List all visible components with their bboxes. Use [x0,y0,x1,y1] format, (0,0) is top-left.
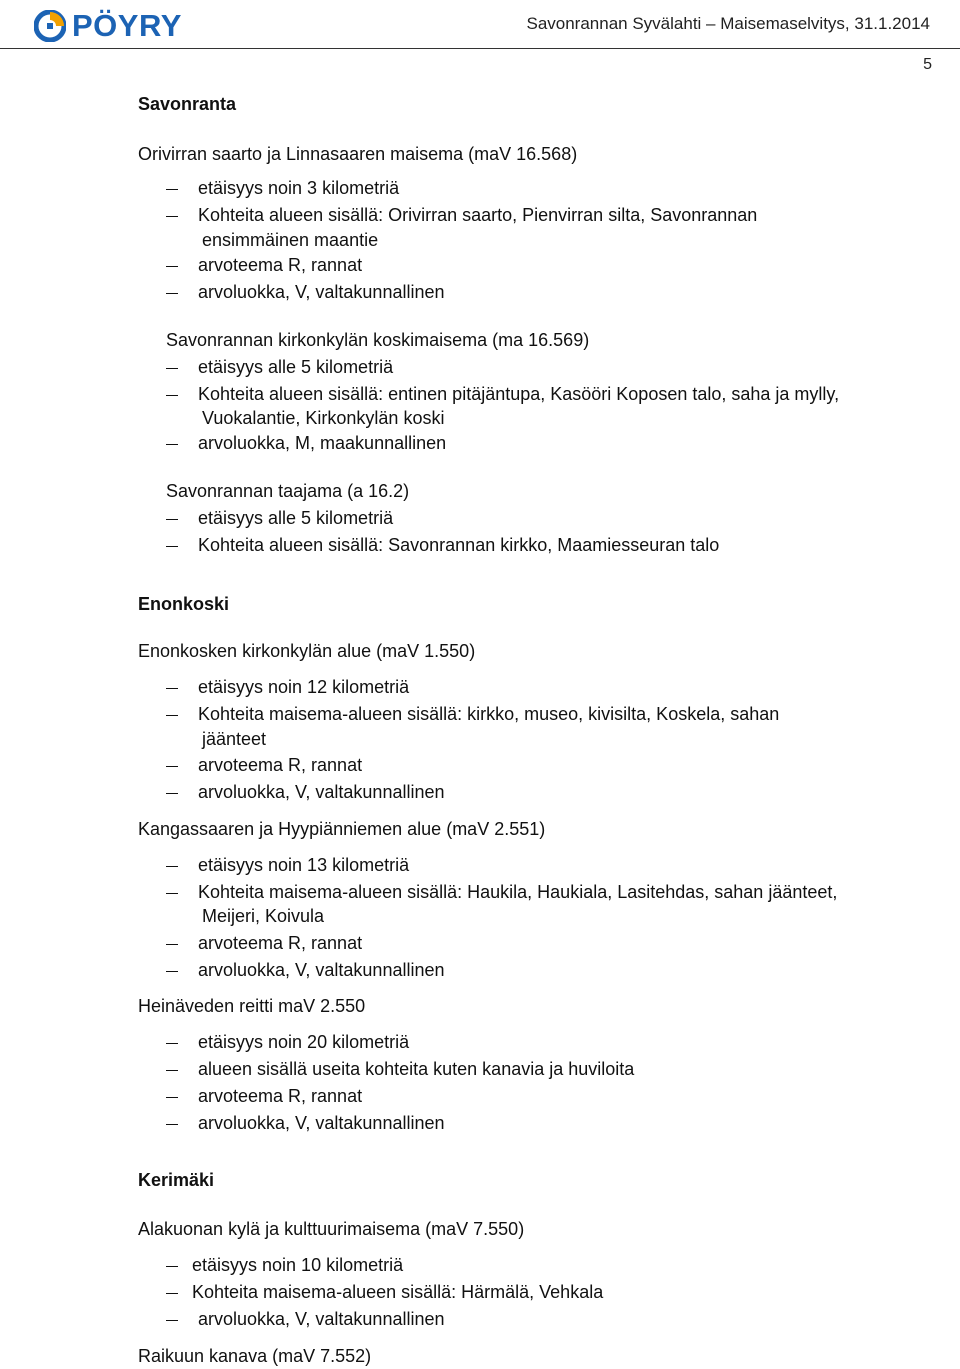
dash-bullet [166,1320,178,1321]
dash-bullet [166,715,178,716]
dash-bullet [166,293,178,294]
dash-bullet [166,546,178,547]
bullet-item: Kohteita alueen sisällä: entinen pitäjäntupa, Kasööri Koposen talo, saha ja mylly, [198,384,840,404]
dash-bullet [166,944,178,945]
section-heading: Enonkoski [138,594,230,614]
bullet-item: etäisyys noin 20 kilometriä [198,1032,410,1052]
area-title: Alakuonan kylä ja kulttuurimaisema (maV 7.550) [138,1219,525,1239]
bullet-item: arvoluokka, V, valtakunnallinen [198,1309,445,1329]
poyry-logo-icon [34,10,66,42]
bullet-item: arvoteema R, rannat [198,255,363,275]
bullet-item-continued: Meijeri, Koivula [202,906,325,926]
bullet-item: Kohteita maisema-alueen sisällä: kirkko, museo, kivisilta, Koskela, sahan [198,704,780,724]
dash-bullet [166,368,178,369]
bullet-item: Kohteita maisema-alueen sisällä: Härmälä, Vehkala [192,1282,604,1302]
page-number: 5 [923,56,932,73]
bullet-item: arvoteema R, rannat [198,755,363,775]
area-title: Savonrannan taajama (a 16.2) [166,481,410,501]
area-title: Enonkosken kirkonkylän alue (maV 1.550) [138,641,476,661]
company-logo [34,10,182,42]
bullet-item: Kohteita alueen sisällä: Orivirran saarto, Pienvirran silta, Savonrannan [198,205,758,225]
area-title: Raikuun kanava (maV 7.552) [138,1346,372,1366]
area-title: Savonrannan kirkonkylän koskimaisema (ma 16.569) [166,330,590,350]
dash-bullet [166,189,178,190]
dash-bullet [166,766,178,767]
dash-bullet [166,519,178,520]
bullet-item: arvoluokka, V, valtakunnallinen [198,1113,445,1133]
dash-bullet [166,395,178,396]
bullet-item: arvoluokka, V, valtakunnallinen [198,282,445,302]
bullet-item: Kohteita alueen sisällä: Savonrannan kirkko, Maamiesseuran talo [198,535,720,555]
bullet-item: etäisyys noin 10 kilometriä [192,1255,404,1275]
dash-bullet [166,1070,178,1071]
bullet-item-continued: ensimmäinen maantie [202,230,379,250]
dash-bullet [166,1124,178,1125]
area-title: Heinäveden reitti maV 2.550 [138,996,366,1016]
area-title: Kangassaaren ja Hyypiänniemen alue (maV 2.551) [138,819,546,839]
bullet-item: alueen sisällä useita kohteita kuten kanavia ja huviloita [198,1059,635,1079]
dash-bullet [166,1043,178,1044]
bullet-item: arvoteema R, rannat [198,933,363,953]
bullet-item: etäisyys alle 5 kilometriä [198,508,394,528]
bullet-item-continued: Vuokalantie, Kirkonkylän koski [202,408,445,428]
bullet-item-continued: jäänteet [202,729,267,749]
dash-bullet [166,444,178,445]
section-heading: Savonranta [138,94,237,114]
dash-bullet [166,1097,178,1098]
bullet-item: arvoluokka, V, valtakunnallinen [198,960,445,980]
bullet-item: arvoteema R, rannat [198,1086,363,1106]
area-title: Orivirran saarto ja Linnasaaren maisema (maV 16.568) [138,144,578,164]
logo-text: PÖYRY [72,8,182,43]
bullet-item: Kohteita maisema-alueen sisällä: Haukila, Haukiala, Lasitehdas, sahan jäänteet, [198,882,838,902]
bullet-item: etäisyys noin 13 kilometriä [198,855,410,875]
dash-bullet [166,866,178,867]
document-header-title: Savonrannan Syvälahti – Maisemaselvitys, 31.1.2014 [526,14,930,33]
dash-bullet [166,893,178,894]
dash-bullet [166,216,178,217]
bullet-item: etäisyys noin 12 kilometriä [198,677,410,697]
dash-bullet [166,793,178,794]
bullet-item: etäisyys alle 5 kilometriä [198,357,394,377]
dash-bullet [166,1293,178,1294]
bullet-item: arvoluokka, V, valtakunnallinen [198,782,445,802]
dash-bullet [166,688,178,689]
dash-bullet [166,971,178,972]
dash-bullet [166,266,178,267]
header-divider [0,48,960,49]
bullet-item: etäisyys noin 3 kilometriä [198,178,400,198]
bullet-item: arvoluokka, M, maakunnallinen [198,433,447,453]
dash-bullet [166,1266,178,1267]
section-heading: Kerimäki [138,1170,215,1190]
